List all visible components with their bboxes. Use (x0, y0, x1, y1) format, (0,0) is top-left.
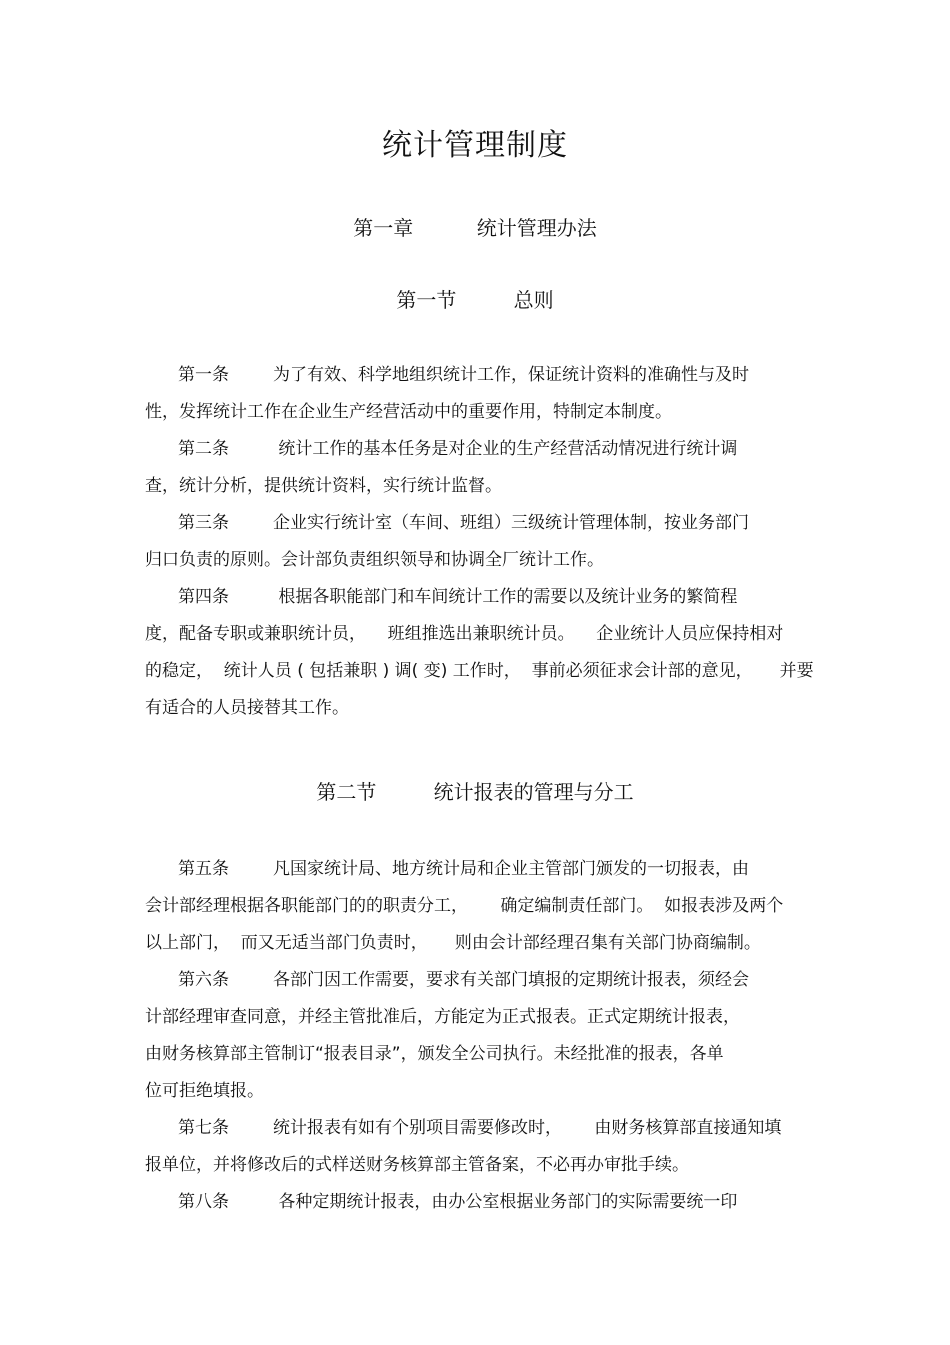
paragraph-line: 报单位，并将修改后的式样送财务核算部主管备案，不必再办审批手续。 (145, 1155, 689, 1175)
chapter-name: 统计管理办法 (476, 216, 597, 240)
chapter-number: 第一章 (353, 216, 414, 240)
paragraph-line: 位可拒绝填报。 (145, 1081, 264, 1101)
article-text: 企业实行统计室（车间、班组）三级统计管理体制，按业务部门 (273, 513, 749, 533)
paragraph-line (145, 505, 810, 542)
paragraph-line: 查，统计分析，提供统计资料，实行统计监督。 (145, 476, 502, 496)
paragraph-line: 有适合的人员接替其工作。 (145, 698, 349, 718)
paragraph-line (145, 1184, 810, 1221)
article-text: 各种定期统计报表，由办公室根据业务部门的实际需要统一印 (273, 1192, 738, 1212)
article-number: 第一条 (178, 365, 229, 385)
section-heading (0, 284, 950, 313)
article-number: 第三条 (178, 513, 229, 533)
paragraph-line: 会计部经理根据各职能部门的的职责分工， 确定编制责任部门。 如报表涉及两个 (145, 896, 784, 916)
chapter-heading (0, 212, 950, 241)
paragraph-line (145, 431, 810, 468)
section-name: 统计报表的管理与分工 (433, 780, 634, 804)
article-text: 统计报表有如有个别项目需要修改时， 由财务核算部直接通知填 (273, 1118, 782, 1138)
paragraph-line: 的稳定， 统计人员 ( 包括兼职 ) 调( 变) 工作时， 事前必须征求会计部的意见， 并要 (145, 661, 814, 681)
section-number: 第二节 (316, 780, 377, 804)
article-number: 第四条 (178, 587, 229, 607)
article-number: 第七条 (178, 1118, 229, 1138)
section-number: 第一节 (396, 288, 457, 312)
paragraph-line: 以上部门， 而又无适当部门负责时， 则由会计部经理召集有关部门协商编制。 (145, 933, 761, 953)
paragraph-line (145, 357, 810, 394)
article-text: 凡国家统计局、地方统计局和企业主管部门颁发的一切报表，由 (273, 859, 749, 879)
article-text: 为了有效、科学地组织统计工作，保证统计资料的准确性与及时 (273, 365, 749, 385)
paragraph-line: 度，配备专职或兼职统计员， 班组推选出兼职统计员。 企业统计人员应保持相对 (145, 624, 784, 644)
section-heading (0, 776, 950, 805)
paragraph-line: 性，发挥统计工作在企业生产经营活动中的重要作用，特制定本制度。 (145, 402, 672, 422)
document-title: 统计管理制度 (382, 128, 568, 163)
section-name: 总则 (513, 288, 554, 312)
paragraph-line (145, 1110, 810, 1147)
paragraph-line (145, 962, 810, 999)
article-number: 第五条 (178, 859, 229, 879)
article-text: 根据各职能部门和车间统计工作的需要以及统计业务的繁简程 (273, 587, 738, 607)
article-number: 第六条 (178, 970, 229, 990)
paragraph-line: 由财务核算部主管制订“报表目录”，颁发全公司执行。未经批准的报表，各单 (145, 1044, 724, 1064)
article-number: 第八条 (178, 1192, 229, 1212)
paragraph-line (145, 851, 810, 888)
article-number: 第二条 (178, 439, 229, 459)
article-text: 各部门因工作需要，要求有关部门填报的定期统计报表，须经会 (273, 970, 749, 990)
article-text: 统计工作的基本任务是对企业的生产经营活动情况进行统计调 (273, 439, 738, 459)
article-paragraph (145, 357, 814, 727)
paragraph-line (145, 579, 810, 616)
paragraph-line: 归口负责的原则。会计部负责组织领导和协调全厂统计工作。 (145, 550, 604, 570)
paragraph-line: 计部经理审查同意，并经主管批准后，方能定为正式报表。正式定期统计报表， (145, 1007, 740, 1027)
article-paragraph (145, 851, 810, 1221)
